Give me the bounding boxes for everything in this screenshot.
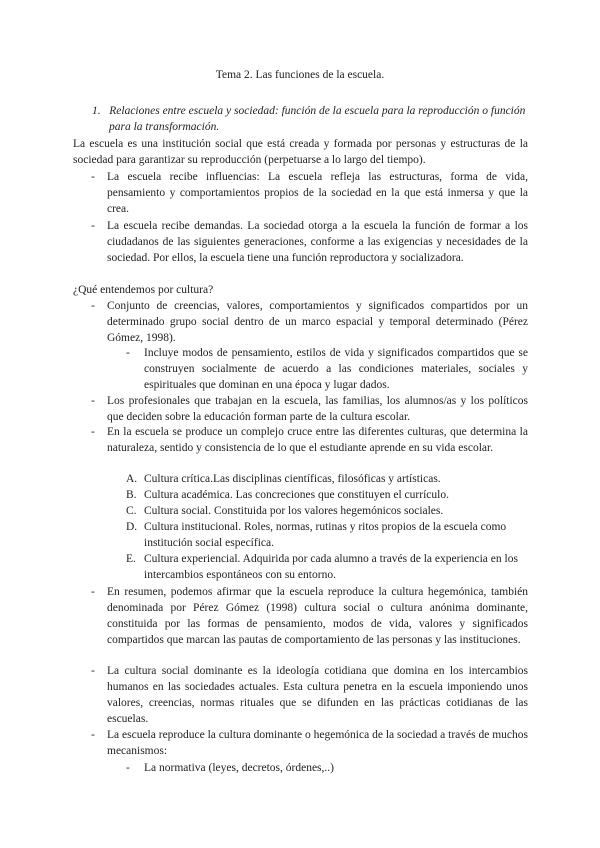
list-letter: A.: [126, 473, 138, 485]
bullet-dash: -: [91, 729, 95, 741]
bullet-dash: -: [91, 665, 95, 677]
bullet-dash: -: [126, 762, 130, 774]
bullet-dash: -: [91, 395, 95, 407]
section-heading-text: Relaciones entre escuela y sociedad: función de la escuela para la reproducción o función para la transformación.: [109, 105, 526, 133]
bullet-dash: -: [91, 586, 95, 598]
intro-paragraph: La escuela es una institución social que está creada y formada por personas y estructuras de la sociedad para garantizar su reproducción (perpetuarse a lo largo del tiempo).: [73, 138, 528, 166]
bullet-dash: -: [126, 347, 130, 359]
list-letter: B.: [126, 489, 137, 501]
list-item: En resumen, podemos afirmar que la escuela reproduce la cultura hegemónica, también denominada por Pérez Gómez (1998) cultura social o cultura anónima dominante, constituida por las formas de pensamiento, modos de vida, valores y significados compartidos que marcan las pautas de comportamiento de las personas y las instituciones.: [107, 586, 528, 646]
list-item: La normativa (leyes, decretos, órdenes,..): [144, 762, 334, 774]
list-item: En la escuela se produce un complejo cruce entre las diferentes culturas, que determina la naturaleza, sentido y consistencia de lo que el estudiante aprende en su vida escolar.: [107, 426, 528, 454]
list-item: La escuela reproduce la cultura dominante o hegemónica de la sociedad a través de muchos mecanismos:: [107, 729, 528, 757]
section-number: 1.: [92, 105, 101, 117]
list-item: Cultura institucional. Roles, normas, rutinas y ritos propios de la escuela como institución social específica.: [144, 521, 507, 549]
list-item: La escuela recibe influencias: La escuela refleja las estructuras, forma de vida, pensamiento y comportamientos propios de la sociedad en la que está inmersa y que la crea.: [107, 171, 528, 215]
list-item: La escuela recibe demandas. La sociedad otorga a la escuela la función de formar a los ciudadanos de las siguientes generaciones, conforme a las exigencias y necesidades de la sociedad. Por ellos, la escuela tiene una función reproductora y socializadora.: [107, 220, 528, 264]
list-letter: D.: [126, 521, 138, 533]
list-item: Cultura experiencial. Adquirida por cada alumno a través de la experiencia en los intercambios espontáneos con su entorno.: [144, 553, 518, 581]
question-heading: ¿Qué entendemos por cultura?: [73, 284, 214, 296]
list-item: Cultura académica. Las concreciones que constituyen el currículo.: [144, 489, 449, 501]
bullet-dash: -: [91, 426, 95, 438]
list-item: La cultura social dominante es la ideología cotidiana que domina en los intercambios humanos en las sociedades actuales. Esta cultura penetra en la escuela imponiendo unos valores, creencias, normas rituales que se difunden en las prácticas cotidianas de las escuelas.: [107, 665, 528, 725]
page-title: Tema 2. Las funciones de la escuela.: [215, 69, 385, 81]
list-item: Cultura crítica.Las disciplinas científicas, filosóficas y artísticas.: [144, 473, 441, 485]
list-item: Conjunto de creencias, valores, comportamientos y significados compartidos por un determinado grupo social dentro de un marco espacial y temporal determinado (Pérez Gómez, 1998).: [107, 300, 528, 344]
list-item: Incluye modos de pensamiento, estilos de vida y significados compartidos que se construyen socialmente de acuerdo a las condiciones materiales, sociales y espirituales que dominan en una época y lugar dados.: [144, 347, 528, 391]
list-letter: C.: [126, 505, 137, 517]
list-item: Cultura social. Constituida por los valores hegemónicos sociales.: [144, 505, 444, 517]
list-letter: E.: [126, 553, 136, 565]
bullet-dash: -: [91, 300, 95, 312]
list-item: Los profesionales que trabajan en la escuela, las familias, los alumnos/as y los políticos que deciden sobre la educación forman parte de la cultura escolar.: [107, 395, 528, 423]
bullet-dash: -: [91, 220, 95, 232]
section-heading: [92, 103, 528, 135]
bullet-dash: -: [91, 171, 95, 183]
